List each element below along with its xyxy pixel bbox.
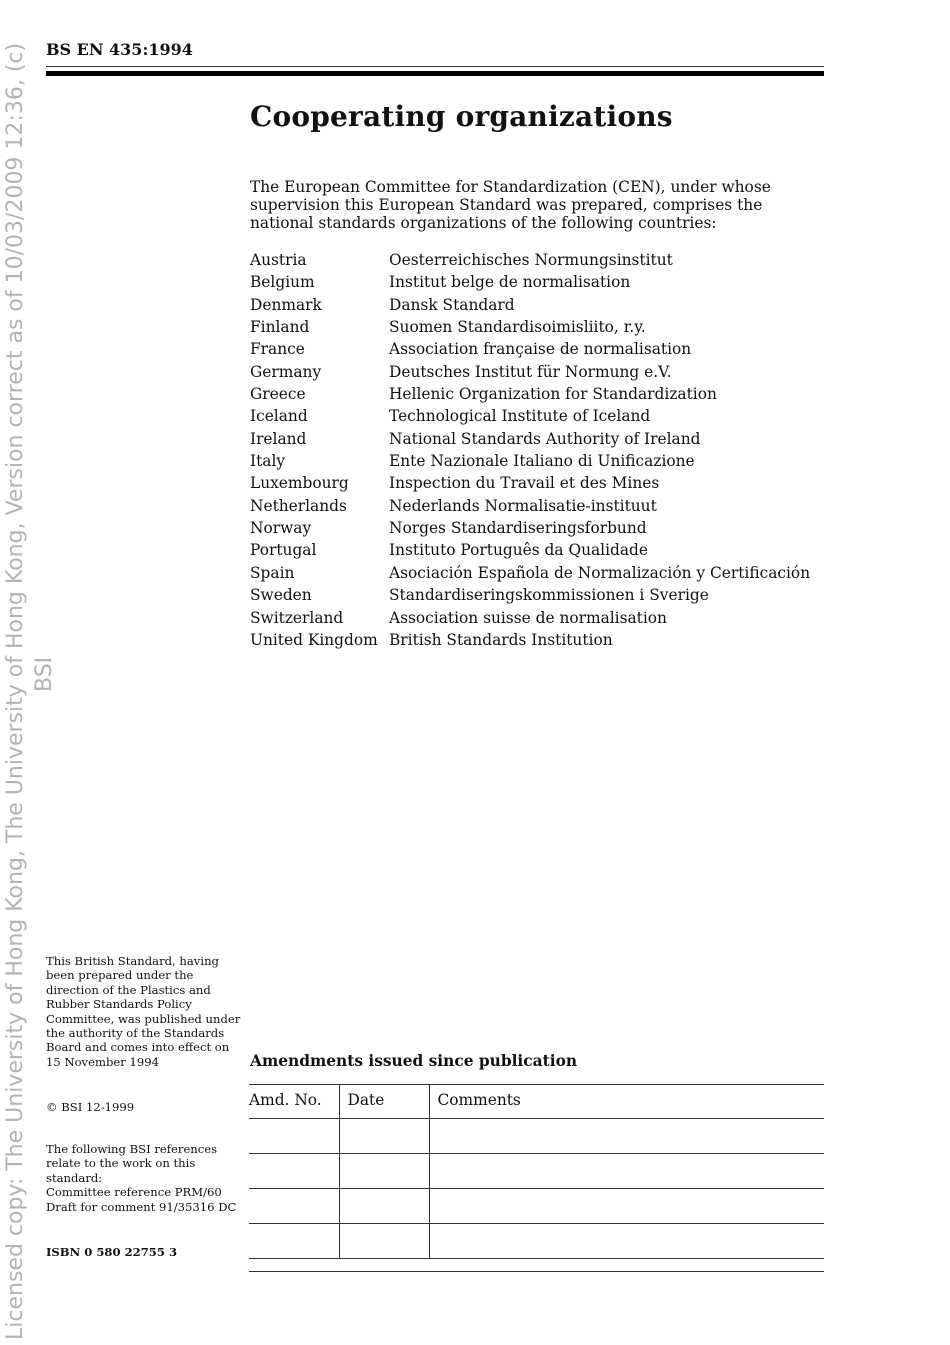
column-header-amd-no: Amd. No.	[249, 1085, 339, 1119]
organization-name: Norges Standardiseringsforbund	[389, 519, 647, 538]
organization-row	[250, 295, 825, 317]
organization-name: Inspection du Travail et des Mines	[389, 474, 660, 493]
country-name: Germany	[250, 362, 322, 381]
amendment-row	[249, 1224, 824, 1259]
publication-note: This British Standard, having been prepared under the direction of the Plastics and Rubber Standards Policy Committee, was published under the authority of the Standards Board and comes into effect on 15 November 1994	[46, 954, 241, 1069]
organization-row	[250, 429, 825, 451]
organization-name: Oesterreichisches Normungsinstitut	[389, 251, 673, 269]
organization-row	[250, 496, 825, 518]
amendment-row	[249, 1189, 824, 1224]
amendment-cell	[339, 1224, 429, 1259]
bsi-references	[46, 1142, 241, 1214]
watermark-line-2: BSI	[32, 656, 57, 692]
country-name: Italy	[250, 452, 286, 471]
country-name: Denmark	[250, 295, 322, 314]
country-name: Sweden	[250, 586, 312, 605]
amendment-cell	[249, 1154, 339, 1189]
amendment-cell	[429, 1154, 824, 1189]
watermark-line-1: Licensed copy: The University of Hong Kong, The University of Hong Kong, Version correct as of 10/03/2009 12:36, (c)	[3, 42, 28, 1340]
organization-row	[250, 384, 825, 406]
header-rule-thick	[46, 71, 824, 76]
country-name: Ireland	[250, 429, 307, 448]
country-name: Austria	[250, 251, 307, 269]
organization-name: Ente Nazionale Italiano di Unificazione	[389, 452, 695, 471]
organization-row	[250, 608, 825, 630]
organization-name: Association suisse de normalisation	[389, 608, 667, 627]
committee-reference: Committee reference PRM/60	[46, 1185, 222, 1200]
amendment-cell	[339, 1189, 429, 1224]
column-header-comments: Comments	[429, 1085, 824, 1119]
organization-row	[250, 272, 825, 294]
amendment-cell	[339, 1119, 429, 1154]
country-name: Belgium	[250, 273, 315, 292]
organization-name: Instituto Português da Qualidade	[389, 541, 649, 560]
page-title: Cooperating organizations	[250, 100, 673, 133]
draft-reference: Draft for comment 91/35316 DC	[46, 1199, 237, 1214]
organization-name: Asociación Española de Normalización y Certificación	[389, 563, 811, 582]
amendment-cell	[429, 1119, 824, 1154]
header-rule-thin	[46, 66, 824, 67]
amendment-row	[249, 1119, 824, 1154]
organization-name: British Standards Institution	[389, 630, 613, 649]
country-name: Portugal	[250, 541, 317, 560]
organization-name: Standardiseringskommissionen i Sverige	[389, 586, 709, 605]
amendment-row	[249, 1154, 824, 1189]
organization-row	[250, 406, 825, 428]
bottom-rule	[249, 1271, 824, 1272]
amendment-cell	[249, 1189, 339, 1224]
organization-row	[250, 317, 825, 339]
amendment-cell	[249, 1224, 339, 1259]
country-name: Luxembourg	[250, 474, 349, 493]
organization-name: Technological Institute of Iceland	[389, 407, 651, 426]
intro-paragraph: The European Committee for Standardization (CEN), under whose supervision this European Standard was prepared, comprises the national standards organizations of the following countries:	[250, 178, 771, 233]
organization-row	[250, 630, 825, 652]
isbn: ISBN 0 580 22755 3	[46, 1245, 178, 1259]
organization-name: Suomen Standardisoimisliito, r.y.	[389, 318, 646, 337]
country-name: United Kingdom	[250, 630, 378, 649]
country-name: Iceland	[250, 407, 308, 426]
organization-name: Dansk Standard	[389, 295, 515, 314]
amendment-cell	[429, 1189, 824, 1224]
organization-row	[250, 362, 825, 384]
amendments-header-row	[249, 1085, 824, 1119]
copyright-notice: © BSI 12-1999	[46, 1100, 135, 1114]
country-name: Netherlands	[250, 496, 347, 515]
references-intro: The following BSI references relate to the work on this standard:	[46, 1142, 218, 1185]
organization-row	[250, 518, 825, 540]
amendments-heading: Amendments issued since publication	[250, 1052, 578, 1070]
organization-name: Institut belge de normalisation	[389, 273, 631, 292]
organization-row	[250, 250, 825, 272]
organization-row	[250, 451, 825, 473]
country-name: France	[250, 340, 305, 359]
amendment-cell	[249, 1119, 339, 1154]
organization-row	[250, 540, 825, 562]
organization-name: Nederlands Normalisatie-instituut	[389, 496, 657, 515]
amendments-table	[249, 1084, 824, 1259]
country-name: Greece	[250, 385, 306, 404]
organizations-list	[250, 250, 825, 652]
organization-name: Hellenic Organization for Standardization	[389, 385, 717, 404]
organization-name: Deutsches Institut für Normung e.V.	[389, 362, 672, 381]
country-name: Switzerland	[250, 608, 344, 627]
organization-row	[250, 585, 825, 607]
amendment-cell	[429, 1224, 824, 1259]
country-name: Finland	[250, 318, 310, 337]
organization-name: National Standards Authority of Ireland	[389, 429, 701, 448]
organization-row	[250, 473, 825, 495]
organization-row	[250, 339, 825, 361]
country-name: Norway	[250, 519, 312, 538]
organization-row	[250, 563, 825, 585]
standard-code: BS EN 435:1994	[46, 40, 193, 59]
amendment-cell	[339, 1154, 429, 1189]
organization-name: Association française de normalisation	[389, 340, 692, 359]
column-header-date: Date	[339, 1085, 429, 1119]
country-name: Spain	[250, 563, 295, 582]
